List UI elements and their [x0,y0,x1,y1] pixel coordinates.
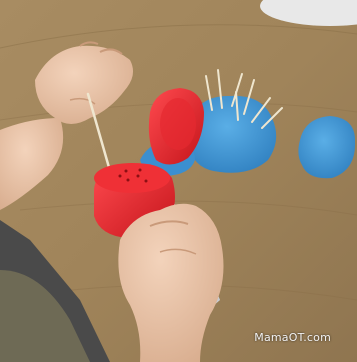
watermark-text: MamaOT.com [254,331,331,344]
